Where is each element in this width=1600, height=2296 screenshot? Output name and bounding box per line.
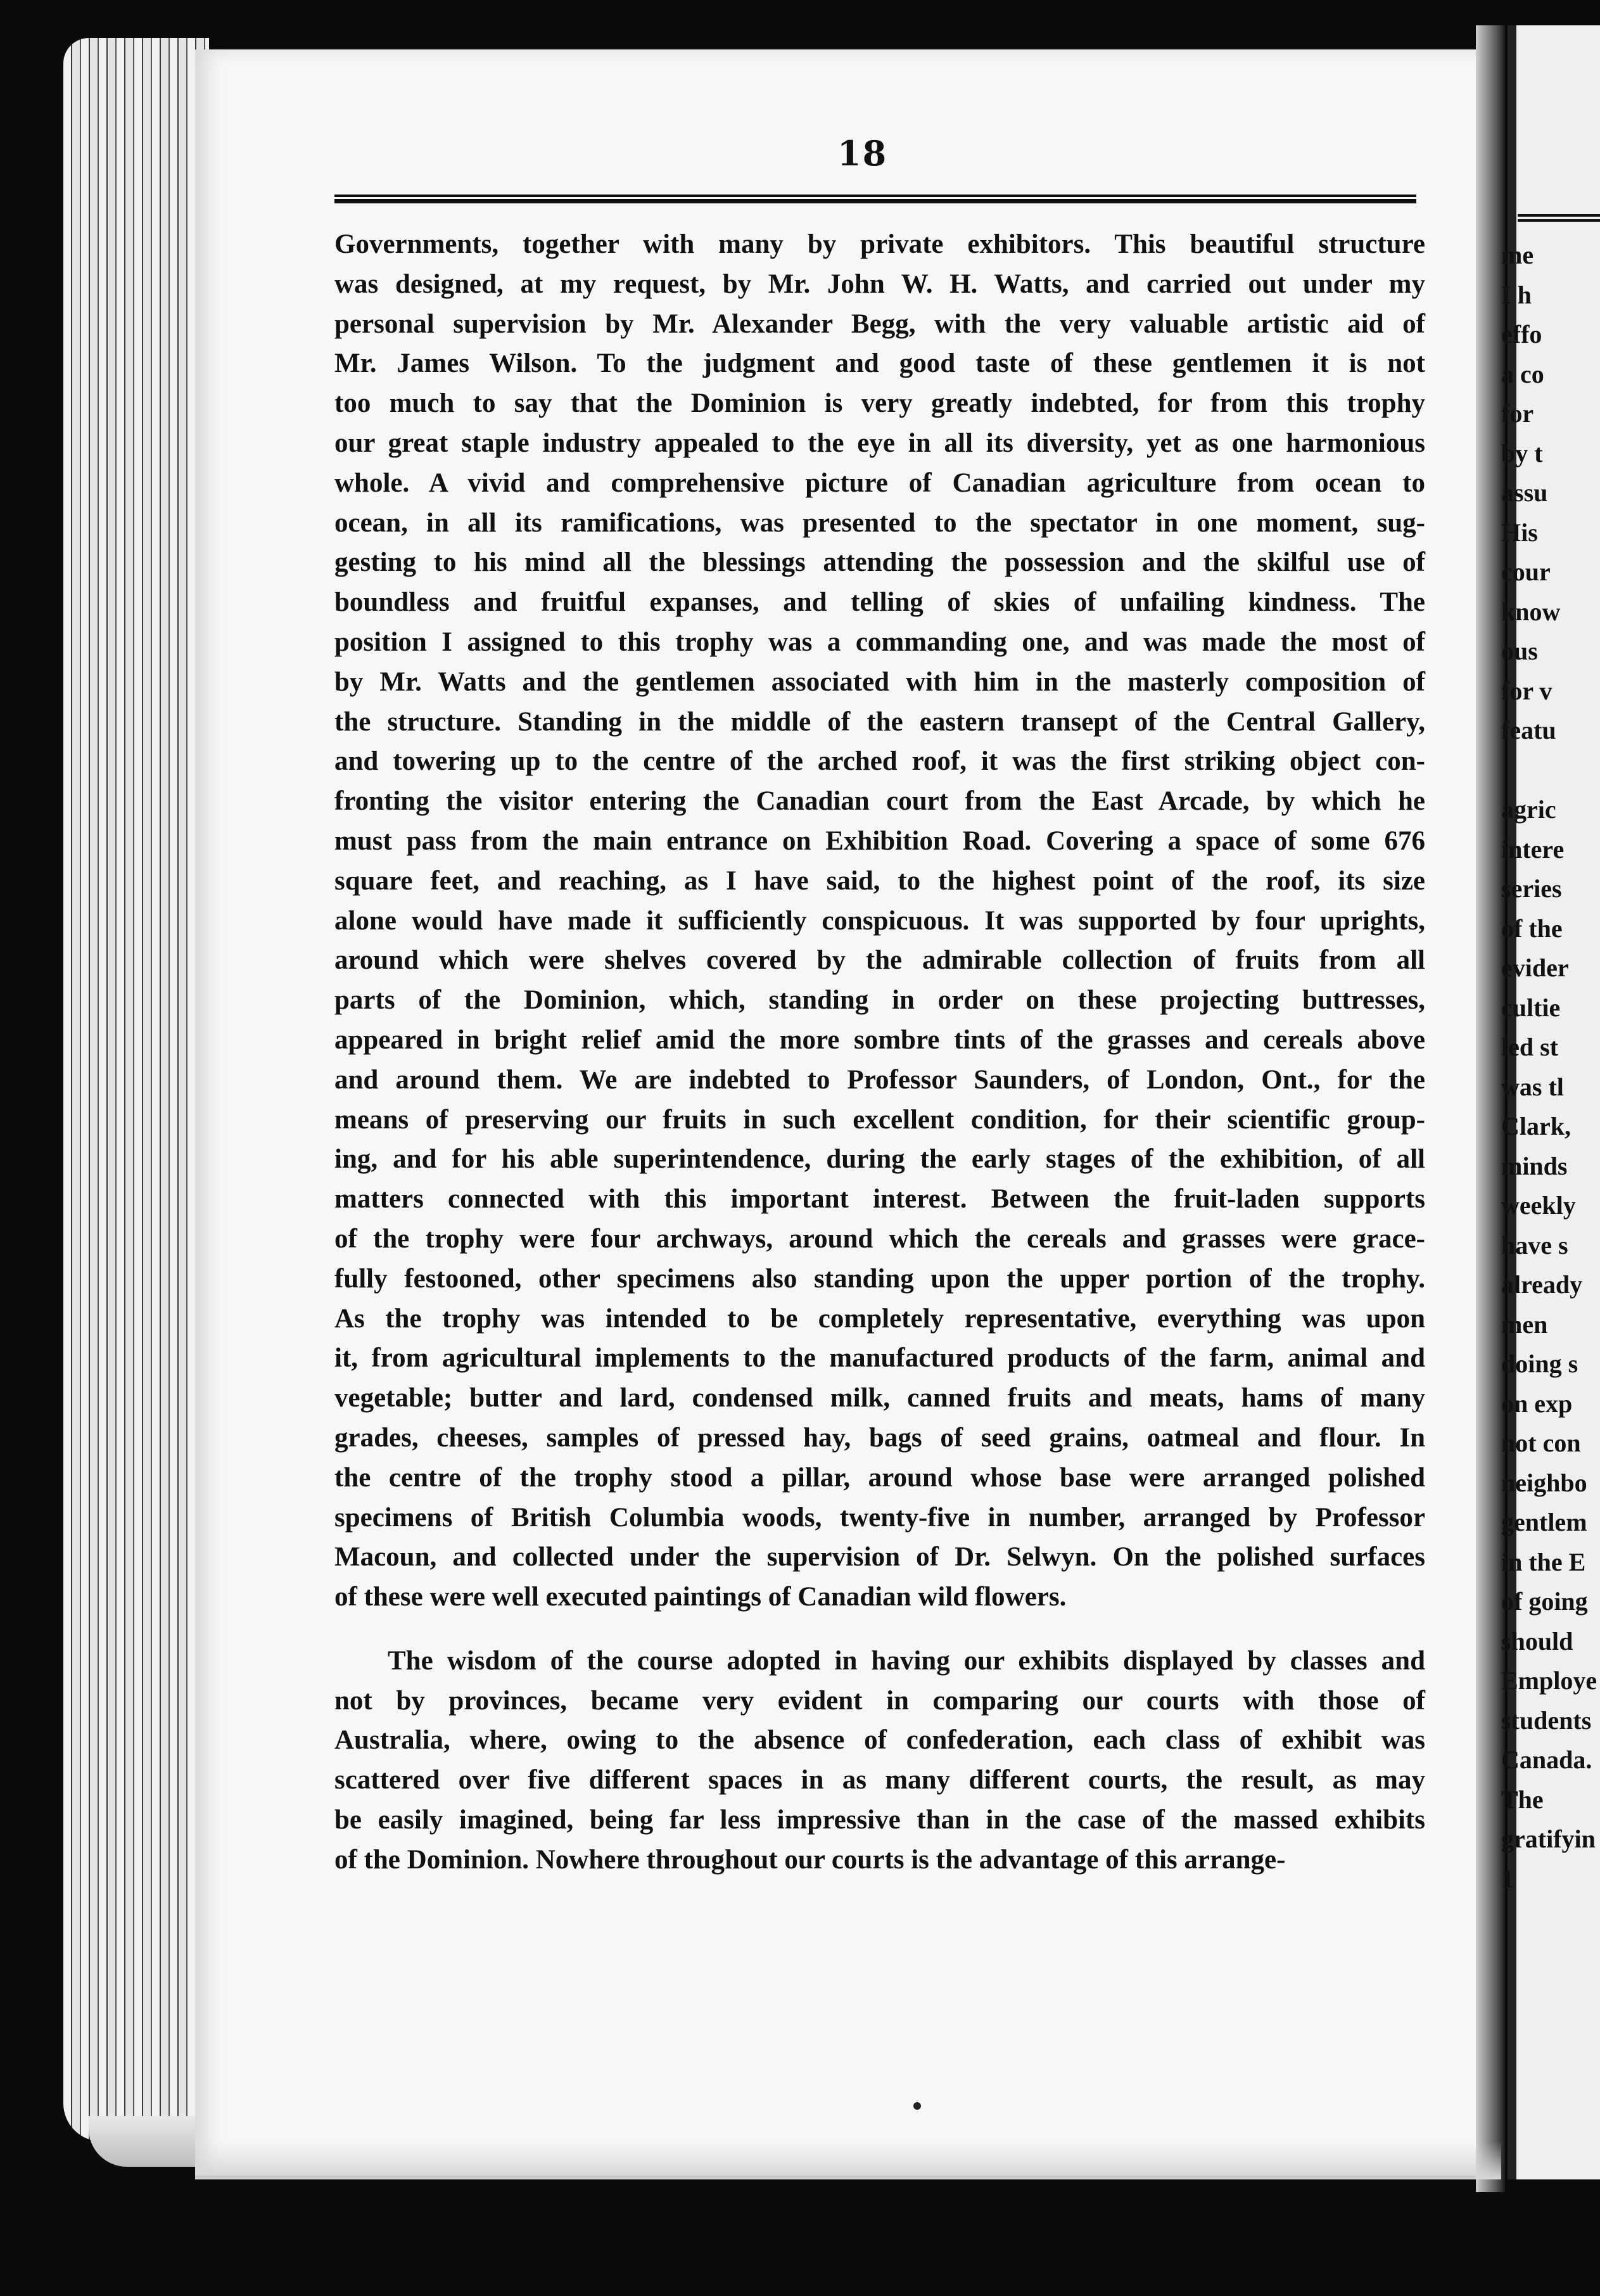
text-line: whole. A vivid and comprehensive picture of Canadian agriculture from ocean to (334, 468, 1425, 498)
page-number: 18 (837, 133, 888, 174)
page-bottom-shadow (195, 2141, 1501, 2179)
book-page-edges (63, 38, 209, 2141)
text-line: Macoun, and collected under the supervision of Dr. Selwyn. On the polished surfaces (334, 1542, 1425, 1572)
text-line: appeared in bright relief amid the more sombre tints of the grasses and cereals above (334, 1024, 1425, 1055)
text-line: of these were well executed paintings of Canadian wild flowers. (334, 1582, 1067, 1612)
facing-page-line: minds (1501, 1151, 1568, 1180)
text-line: of the Dominion. Nowhere throughout our courts is the advantage of this arrange- (334, 1844, 1286, 1875)
paragraph-gap (334, 1617, 1425, 1642)
facing-page-line: neighbo (1501, 1468, 1587, 1497)
text-line: square feet, and reaching, as I have said, to the highest point of the roof, its size (334, 865, 1425, 896)
facing-page-line: of the (1501, 914, 1563, 943)
text-line: Mr. James Wilson. To the judgment and good taste of these gentlemen it is not (334, 348, 1425, 379)
facing-page-line: His (1501, 518, 1538, 547)
facing-page-line: series (1501, 874, 1562, 903)
text-line: be easily imagined, being far less impressive than in the case of the massed exhibits (334, 1805, 1425, 1835)
facing-page-line: intere (1501, 834, 1565, 864)
text-line: of the trophy were four archways, around which the cereals and grasses were grace- (334, 1223, 1425, 1254)
text-line: personal supervision by Mr. Alexander Begg, with the very valuable artistic aid of (334, 309, 1425, 339)
text-line: means of preserving our fruits in such excellent condition, for their scientific group- (334, 1104, 1425, 1135)
facing-page-line: have s (1501, 1230, 1568, 1260)
text-line: alone would have made it sufficiently conspicuous. It was supported by four uprights, (334, 905, 1425, 936)
facing-page-line: ous (1501, 637, 1538, 665)
facing-page-line: doing s (1501, 1349, 1578, 1378)
facing-page-line: gentlem (1501, 1508, 1587, 1536)
facing-page-line: was tl (1501, 1072, 1564, 1101)
facing-page-line: already (1501, 1270, 1583, 1299)
facing-page-line: in the E (1501, 1547, 1586, 1576)
facing-page-line: of going (1501, 1587, 1588, 1616)
facing-page-line: for v (1501, 676, 1552, 705)
text-line: and around them. We are indebted to Professor Saunders, of London, Ont., for the (334, 1064, 1425, 1095)
text-line: was designed, at my request, by Mr. John W. H. Watts, and carried out under my (334, 269, 1425, 299)
facing-page-line: Employe (1501, 1666, 1597, 1695)
text-line: the structure. Standing in the middle of the eastern transept of the Central Gallery, (334, 706, 1425, 737)
facing-page-line: Clark, (1501, 1112, 1571, 1140)
facing-page-line: know (1501, 597, 1561, 626)
facing-page-line: on exp (1501, 1389, 1573, 1418)
facing-page-line: Canada. (1501, 1745, 1592, 1774)
text-line: Governments, together with many by private exhibitors. This beautiful structure (334, 229, 1425, 259)
text-line: and towering up to the centre of the arched roof, it was the first striking object con- (334, 746, 1425, 777)
facing-page-rule (1518, 214, 1600, 222)
text-line: the centre of the trophy stood a pillar, around whose base were arranged polished (334, 1462, 1425, 1493)
facing-page-line: for (1501, 399, 1534, 428)
facing-page-line: assu (1501, 478, 1548, 507)
text-line: it, from agricultural implements to the manufactured products of the farm, animal and (334, 1343, 1425, 1374)
text-line: ing, and for his able superintendence, during the early stages of the exhibition, of all (334, 1144, 1425, 1175)
text-line: by Mr. Watts and the gentlemen associated with him in the masterly composition of (334, 666, 1425, 697)
paragraph-1 (334, 225, 1425, 1617)
text-line: scattered over five different spaces in as many different courts, the result, as may (334, 1765, 1425, 1795)
scan-speck (913, 2102, 921, 2110)
body-text (334, 225, 1425, 1880)
facing-page-line: featu (1501, 716, 1556, 744)
text-line: position I assigned to this trophy was a commanding one, and was made the most of (334, 627, 1425, 657)
facing-page-line: students (1501, 1706, 1592, 1735)
text-line: must pass from the main entrance on Exhibition Road. Covering a space of some 676 (334, 826, 1425, 856)
text-line: fully festooned, other specimens also standing upon the upper portion of the trophy. (334, 1263, 1425, 1294)
facing-page-line: The (1501, 1785, 1544, 1814)
facing-page-line: me (1501, 241, 1534, 269)
facing-page-line: should (1501, 1626, 1573, 1655)
facing-page-line: I h (1501, 280, 1532, 309)
facing-page-line: effo (1501, 320, 1542, 348)
text-line: our great staple industry appealed to the eye in all its diversity, yet as one harmonious (334, 428, 1425, 458)
header-rule (334, 195, 1416, 203)
text-line: matters connected with this important interest. Between the fruit-laden supports (334, 1184, 1425, 1215)
facing-page-line: weekly (1501, 1191, 1576, 1220)
text-line: boundless and fruitful expanses, and telling of skies of unfailing kindness. The (334, 587, 1425, 618)
facing-page-line: men (1501, 1310, 1548, 1339)
text-line: specimens of British Columbia woods, twenty-five in number, arranged by Professor (334, 1502, 1425, 1533)
facing-page-line: agric (1501, 795, 1556, 824)
facing-page-line: not con (1501, 1429, 1581, 1457)
facing-page-line (1501, 751, 1600, 791)
text-line: fronting the visitor entering the Canadian court from the East Arcade, by which he (334, 786, 1425, 817)
facing-page-line: cultie (1501, 993, 1561, 1022)
text-line: ocean, in all its ramifications, was presented to the spectator in one moment, sug- (334, 507, 1425, 538)
facing-page-line: 1 (1501, 1864, 1514, 1893)
text-line: not by provinces, became very evident in comparing our courts with those of (334, 1685, 1425, 1716)
facing-page-line: evider (1501, 953, 1569, 982)
facing-page-line: cour (1501, 558, 1551, 586)
facing-page-text (1501, 236, 1600, 1899)
facing-page-line: a co (1501, 359, 1544, 388)
text-line: parts of the Dominion, which, standing in order on these projecting buttresses, (334, 985, 1425, 1016)
text-line: too much to say that the Dominion is very greatly indebted, for from this trophy (334, 388, 1425, 419)
facing-page-line: led st (1501, 1033, 1558, 1061)
text-line: Australia, where, owing to the absence of confederation, each class of exhibit was (334, 1725, 1425, 1756)
text-line: vegetable; butter and lard, condensed milk, canned fruits and meats, hams of many (334, 1383, 1425, 1413)
facing-page-line: by t (1501, 438, 1543, 468)
text-line: grades, cheeses, samples of pressed hay, bags of seed grains, oatmeal and flour. In (334, 1422, 1425, 1453)
text-line: As the trophy was intended to be completely representative, everything was upon (334, 1303, 1425, 1334)
text-line: gesting to his mind all the blessings attending the possession and the skilful use of (334, 547, 1425, 578)
facing-page-line: gratifyin (1501, 1825, 1596, 1853)
text-line: around which were shelves covered by the admirable collection of fruits from all (334, 945, 1425, 976)
text-line: The wisdom of the course adopted in having our exhibits displayed by classes and (388, 1645, 1425, 1676)
paragraph-2 (334, 1642, 1425, 1880)
